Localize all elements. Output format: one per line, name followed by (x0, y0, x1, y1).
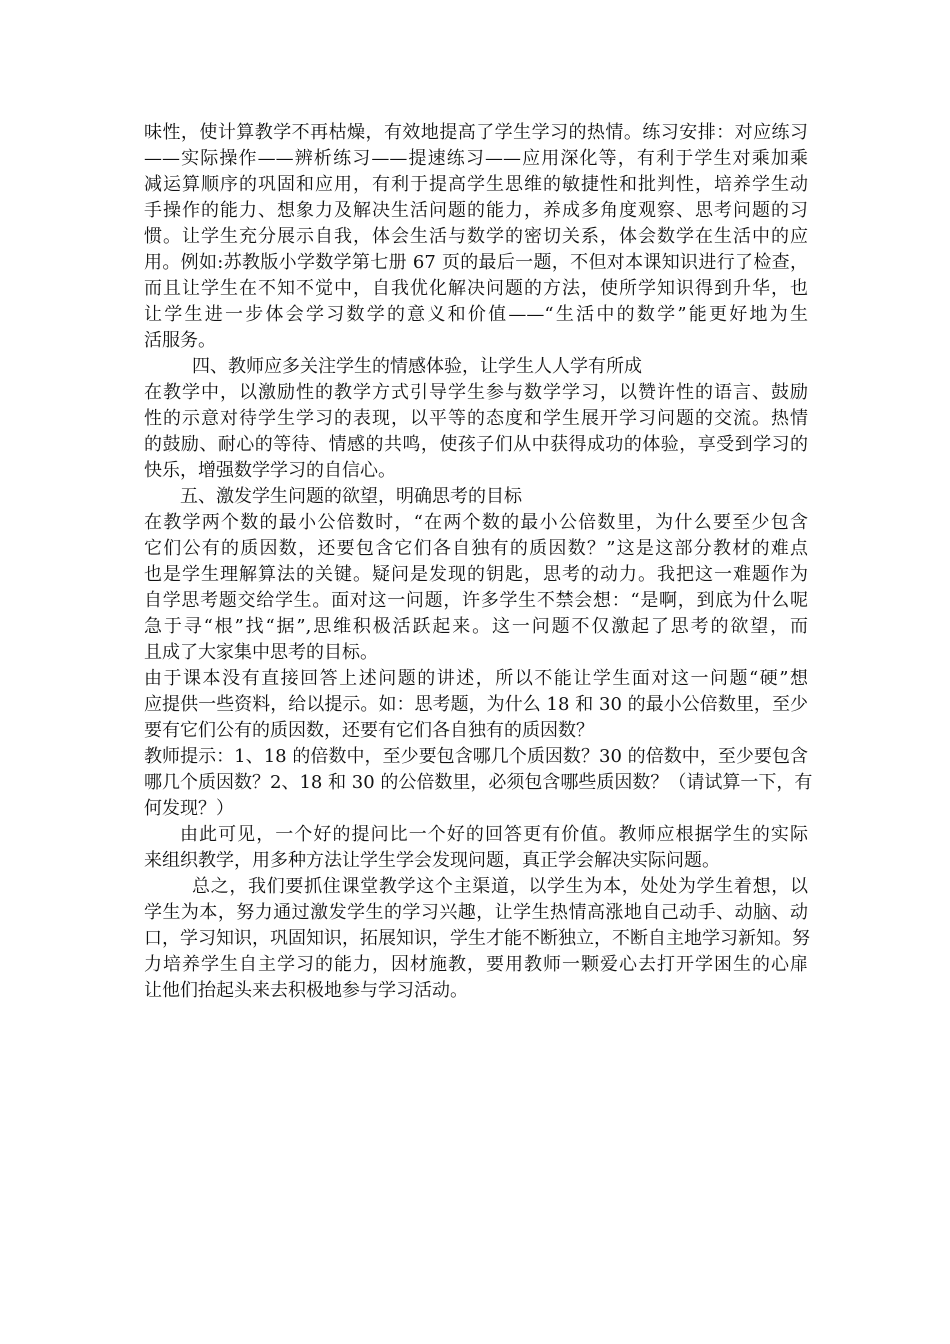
text-line: 应提供一些资料，给以提示。如：思考题，为什么 18 和 30 的最小公倍数里，至少 (144, 694, 808, 715)
text-line: 何发现？） (144, 798, 234, 819)
text-line: 让他们抬起头来去积极地参与学习活动。 (144, 980, 468, 1001)
text-line: 味性，使计算教学不再枯燥，有效地提高了学生学习的热情。练习安排：对应练习 (144, 122, 808, 143)
text-line: 性的示意对待学生学习的表现，以平等的态度和学生展开学习问题的交流。热情 (144, 408, 808, 429)
text-line: 自学思考题交给学生。面对这一问题，许多学生不禁会想：“是啊，到底为什么呢 (144, 590, 808, 611)
text-line: 在教学两个数的最小公倍数时，“在两个数的最小公倍数里，为什么要至少包含 (144, 512, 808, 533)
text-line: ——实际操作——辨析练习——提速练习——应用深化等，有利于学生对乘加乘 (144, 148, 808, 169)
text-line: 要有它们公有的质因数，还要有它们各自独有的质因数？ (144, 720, 594, 741)
text-line: 让学生进一步体会学习数学的意义和价值——“生活中的数学”能更好地为生 (144, 304, 808, 325)
text-line: 而且让学生在不知不觉中，自我优化解决问题的方法，使所学知识得到升华，也 (144, 278, 808, 299)
text-line: 惯。让学生充分展示自我，体会生活与数学的密切关系，体会数学在生活中的应 (144, 226, 808, 247)
paragraph-provide-materials (144, 666, 808, 744)
text-line: 口，学习知识，巩固知识，拓展知识，学生才能不断独立，不断自主地学习新知。努 (144, 928, 810, 949)
text-line: 力培养学生自主学习的能力，因材施教，要用教师一颗爱心去打开学困生的心扉 (144, 954, 808, 975)
text-line: 教师提示：1、18 的倍数中，至少要包含哪几个质因数？30 的倍数中，至少要包含 (144, 746, 808, 767)
text-line: 急于寻“根”找“据”,思维积极活跃起来。这一问题不仅激起了思考的欲望，而 (144, 616, 808, 637)
text-line: 快乐，增强数学学习的自信心。 (144, 460, 396, 481)
paragraph-good-question (144, 822, 808, 874)
text-line: 用。例如:苏教版小学数学第七册 67 页的最后一题，不但对本课知识进行了检查， (144, 252, 808, 273)
text-line: 由此可见，一个好的提问比一个好的回答更有价值。教师应根据学生的实际 (180, 824, 808, 845)
document-page (144, 120, 813, 1004)
text-line: 活服务。 (144, 330, 216, 351)
text-line: 它们公有的质因数，还要包含它们各自独有的质因数？”这是这部分教材的难点 (144, 538, 808, 559)
paragraph-practice-arrangement (144, 120, 808, 354)
text-line: 来组织教学，用多种方法让学生学会发现问题，真正学会解决实际问题。 (144, 850, 720, 871)
text-line: 在教学中，以激励性的教学方式引导学生参与数学学习，以赞许性的语言、鼓励 (144, 382, 808, 403)
text-line: 减运算顺序的巩固和应用，有利于提高学生思维的敏捷性和批判性，培养学生动 (144, 174, 808, 195)
text-line: 手操作的能力、想象力及解决生活问题的能力，养成多角度观察、思考问题的习 (144, 200, 808, 221)
section-heading-4: 四、教师应多关注学生的情感体验，让学生人人学有所成 (192, 356, 642, 377)
section-heading-5: 五、激发学生问题的欲望，明确思考的目标 (180, 486, 522, 507)
paragraph-lcm-question (144, 510, 808, 666)
text-line: 总之，我们要抓住课堂教学这个主渠道，以学生为本，处处为学生着想，以 (192, 876, 808, 897)
text-line: 由于课本没有直接回答上述问题的讲述，所以不能让学生面对这一问题“硬”想 (144, 668, 808, 689)
text-line: 且成了大家集中思考的目标。 (144, 642, 378, 663)
paragraph-conclusion (144, 874, 808, 1004)
text-line: 也是学生理解算法的关键。疑问是发现的钥匙，思考的动力。我把这一难题作为 (144, 564, 808, 585)
text-line: 学生为本，努力通过激发学生的学习兴趣，让学生热情高涨地自己动手、动脑、动 (144, 902, 808, 923)
paragraph-teacher-hint (144, 744, 813, 822)
paragraph-emotional-experience (144, 380, 808, 484)
text-line: 的鼓励、耐心的等待、情感的共鸣，使孩子们从中获得成功的体验，享受到学习的 (144, 434, 808, 455)
text-line: 哪几个质因数？2、18 和 30 的公倍数里，必须包含哪些质因数？（请试算一下，有 (144, 772, 813, 793)
